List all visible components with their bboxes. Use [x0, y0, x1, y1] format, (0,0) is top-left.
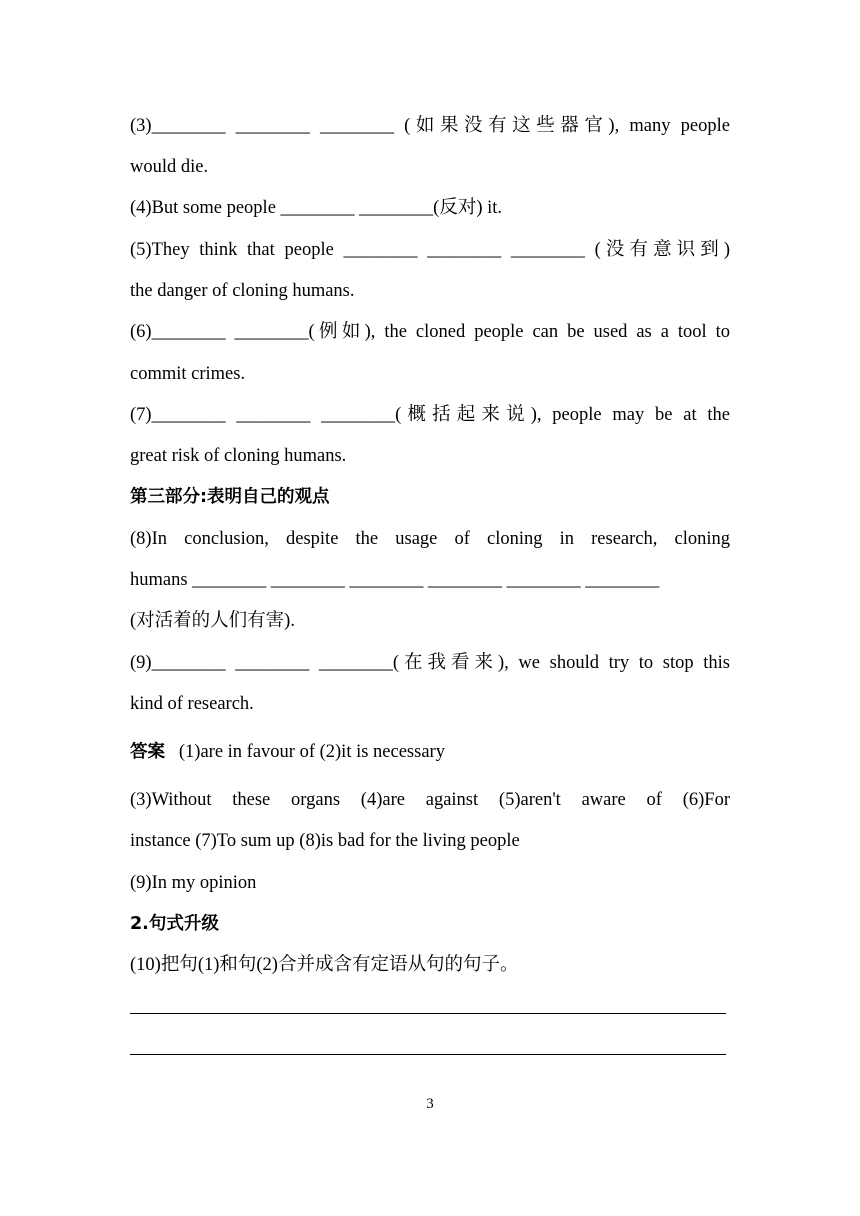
section-2-heading: 2.句式升级	[130, 914, 219, 934]
exercise-line-6-continued: commit crimes.	[130, 364, 246, 384]
exercise-line-3-continued: would die.	[130, 157, 209, 177]
exercise-line-8-hint: (对活着的人们有害).	[130, 611, 295, 631]
exercise-line-8-blanks: humans ________ ________ ________ ________ ________ ________	[130, 570, 660, 590]
exercise-line-5-continued: the danger of cloning humans.	[130, 281, 355, 301]
answer-rule-1	[130, 1013, 726, 1014]
page-number: 3	[426, 1096, 434, 1112]
section-3-heading: 第三部分:表明自己的观点	[130, 487, 330, 507]
exercise-line-8: (8)In conclusion, despite the usage of cloning in research, cloning	[130, 529, 730, 549]
answer-label: 答案	[130, 742, 165, 762]
exercise-line-6: (6)________ ________(例如), the cloned people can be used as a tool to	[130, 322, 730, 342]
exercise-line-9: (9)________ ________ ________(在我看来), we should try to stop this	[130, 653, 730, 673]
answer-text-1: (1)are in favour of (2)it is necessary	[178, 742, 445, 762]
task-10: (10)把句(1)和句(2)合并成含有定语从句的句子。	[130, 955, 519, 975]
answer-line-4: (9)In my opinion	[130, 873, 257, 893]
exercise-line-9-continued: kind of research.	[130, 694, 254, 714]
answer-line-3: instance (7)To sum up (8)is bad for the living people	[130, 831, 520, 851]
exercise-line-3: (3)________ ________ ________ (如果没有这些器官), many people	[130, 116, 730, 136]
exercise-line-5: (5)They think that people ________ ________ ________ (没有意识到)	[130, 240, 730, 260]
exercise-line-7-continued: great risk of cloning humans.	[130, 446, 347, 466]
answer-rule-2	[130, 1054, 726, 1055]
answer-line-1	[130, 740, 730, 764]
exercise-line-7: (7)________ ________ ________(概括起来说), people may be at the	[130, 405, 730, 425]
exercise-line-4: (4)But some people ________ ________(反对) it.	[130, 198, 503, 218]
answer-line-2: (3)Without these organs (4)are against (5)aren't aware of (6)For	[130, 790, 730, 810]
